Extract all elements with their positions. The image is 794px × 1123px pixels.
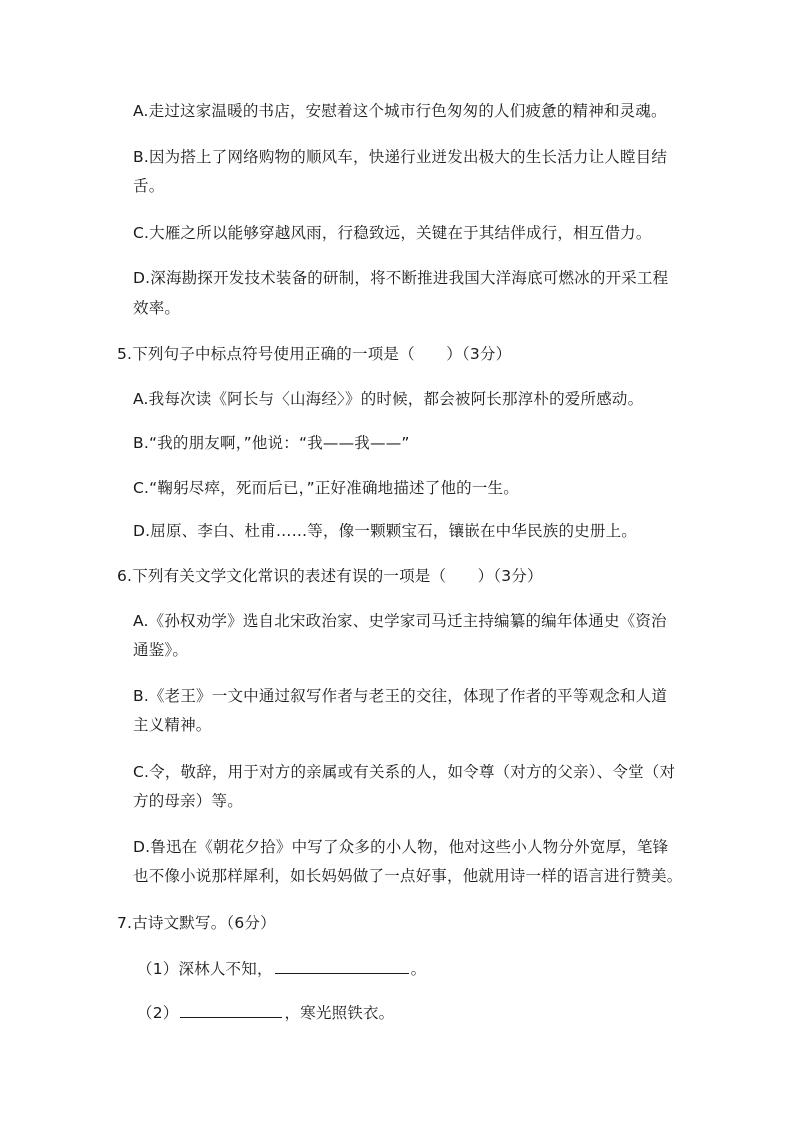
q5-option-c: C.“鞠躬尽瘁，死而后已，”正好准确地描述了他的一生。 — [133, 479, 519, 497]
q7-item-1-prefix: （1）深林人不知， — [137, 960, 273, 978]
q7-item-2-suffix: ，寒光照铁衣。 — [284, 1004, 395, 1022]
q4-option-c: C.大雁之所以能够穿越风雨，行稳致远，关键在于其结伴成行，相互借力。 — [133, 224, 652, 242]
q6-option-d-line1: D.鲁迅在《朝花夕拾》中写了众多的小人物，他对这些小人物分外宽厚，笔锋 — [133, 838, 669, 856]
q5-option-a: A.我每次读《阿长与〈山海经〉》的时候，都会被阿长那淳朴的爱所感动。 — [133, 390, 644, 408]
q6-option-b-line2: 主义精神。 — [133, 716, 212, 734]
q6-option-a-line2: 通鉴》。 — [133, 641, 189, 659]
q5-option-b: B.“我的朋友啊，”他说：“我——我——” — [133, 434, 410, 452]
q5-stem: 5.下列句子中标点符号使用正确的一项是（ ）（3分） — [117, 345, 512, 363]
q6-option-b-line1: B.《老王》一文中通过叙写作者与老王的交往，体现了作者的平等观念和人道 — [133, 687, 668, 705]
q7-item-1-blank[interactable] — [275, 958, 409, 974]
q6-option-d-line2: 也不像小说那样犀利，如长妈妈做了一点好事，他就用诗一样的语言进行赞美。 — [133, 867, 683, 885]
q7-item-1-suffix: 。 — [410, 960, 427, 978]
q6-option-c-line2: 方的母亲）等。 — [133, 792, 243, 810]
q4-option-a: A.走过这家温暖的书店，安慰着这个城市行色匆匆的人们疲惫的精神和灵魂。 — [133, 102, 667, 120]
q7-stem: 7.古诗文默写。（6分） — [117, 914, 276, 932]
q4-option-b-line2: 舌。 — [133, 177, 165, 195]
q4-option-d-line2: 效率。 — [133, 299, 181, 317]
q5-option-d: D.屈原、李白、杜甫……等，像一颗颗宝石，镶嵌在中华民族的史册上。 — [133, 522, 637, 540]
q7-item-2-prefix: （2） — [137, 1004, 179, 1022]
q4-option-b-line1: B.因为搭上了网络购物的顺风车，快递行业迸发出极大的生长活力让人瞠目结 — [133, 148, 668, 166]
q6-option-c-line1: C.令，敬辞，用于对方的亲属或有关系的人，如令尊（对方的父亲）、令堂（对 — [133, 763, 676, 781]
q7-item-1 — [137, 958, 426, 979]
q7-item-2 — [137, 1002, 394, 1023]
q6-stem: 6.下列有关文学文化常识的表述有误的一项是（ ）（3分） — [117, 567, 543, 585]
q7-item-2-blank[interactable] — [180, 1002, 282, 1018]
q6-option-a-line1: A.《孙权劝学》选自北宋政治家、史学家司马迁主持编纂的编年体通史《资治 — [133, 612, 667, 630]
q4-option-d-line1: D.深海勘探开发技术装备的研制，将不断推进我国大洋海底可燃冰的开采工程 — [133, 269, 669, 287]
